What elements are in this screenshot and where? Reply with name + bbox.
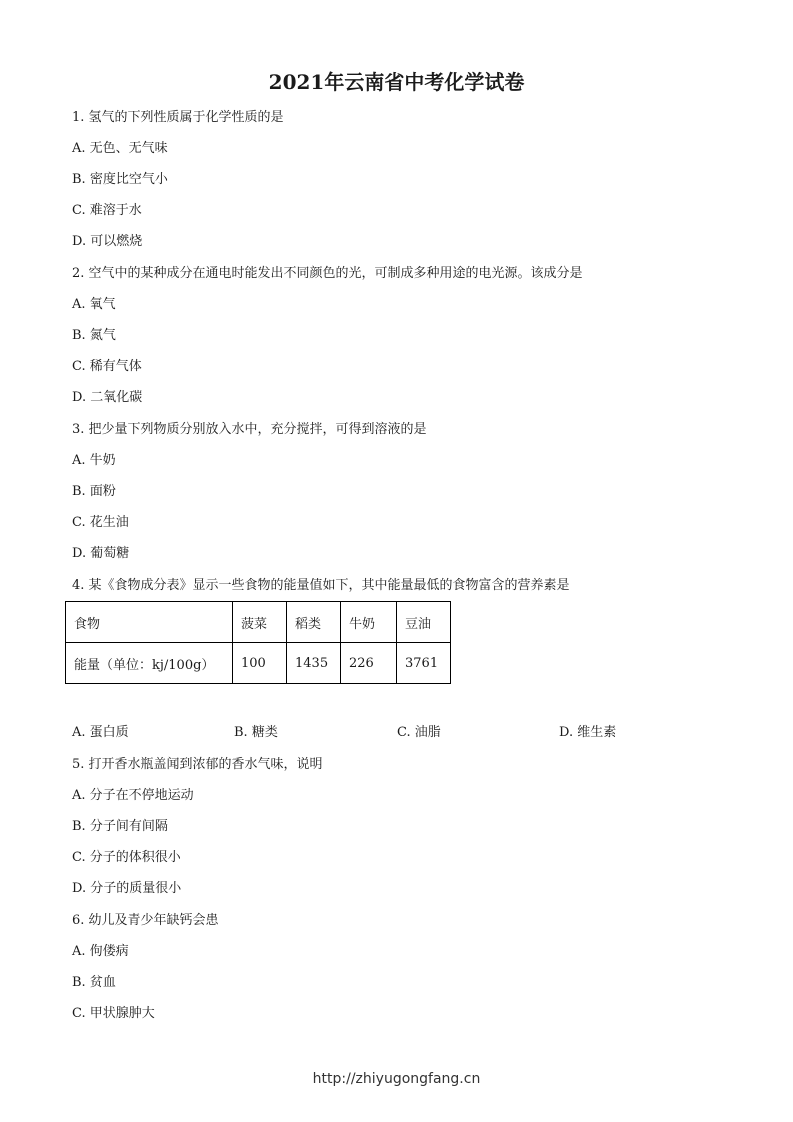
question-5-option-b: B. 分子间有间隔 xyxy=(72,819,168,834)
table-row xyxy=(66,643,451,684)
table-header-cell: 豆油 xyxy=(397,602,451,643)
question-4-option-b: B. 糖类 xyxy=(234,725,278,740)
question-1-option-d: D. 可以燃烧 xyxy=(72,234,143,249)
question-2-option-b: B. 氮气 xyxy=(72,328,116,343)
question-6-option-b: B. 贫血 xyxy=(72,975,116,990)
footer-url: http://zhiyugongfang.cn xyxy=(312,1071,481,1087)
food-energy-table xyxy=(65,601,451,684)
question-3-stem: 3. 把少量下列物质分别放入水中，充分搅拌，可得到溶液的是 xyxy=(72,422,427,437)
question-2-stem: 2. 空气中的某种成分在通电时能发出不同颜色的光，可制成多种用途的电光源。该成分是 xyxy=(72,266,583,281)
question-6-option-c: C. 甲状腺肿大 xyxy=(72,1006,155,1021)
table-cell: 1435 xyxy=(287,643,341,684)
table-header-cell: 牛奶 xyxy=(341,602,397,643)
question-2-option-d: D. 二氧化碳 xyxy=(72,390,143,405)
question-1-option-a: A. 无色、无气味 xyxy=(72,141,168,156)
question-3-option-d: D. 葡萄糖 xyxy=(72,546,130,561)
question-5-stem: 5. 打开香水瓶盖闻到浓郁的香水气味，说明 xyxy=(72,757,323,772)
question-2-option-c: C. 稀有气体 xyxy=(72,359,142,374)
table-cell: 100 xyxy=(233,643,287,684)
table-header-cell: 稻类 xyxy=(287,602,341,643)
page-title: 2021年云南省中考化学试卷 xyxy=(268,70,525,94)
table-header-cell: 食物 xyxy=(66,602,233,643)
table-cell: 3761 xyxy=(397,643,451,684)
question-1-option-c: C. 难溶于水 xyxy=(72,203,142,218)
question-6-stem: 6. 幼儿及青少年缺钙会患 xyxy=(72,913,219,928)
question-5-option-d: D. 分子的质量很小 xyxy=(72,881,182,896)
question-5-option-c: C. 分子的体积很小 xyxy=(72,850,181,865)
question-3-option-a: A. 牛奶 xyxy=(72,453,116,468)
question-4-option-d: D. 维生素 xyxy=(559,725,617,740)
table-cell: 能量（单位：kj/100g） xyxy=(66,643,233,684)
question-2-option-a: A. 氧气 xyxy=(72,297,116,312)
table-cell: 226 xyxy=(341,643,397,684)
question-1-stem: 1. 氢气的下列性质属于化学性质的是 xyxy=(72,110,284,125)
table-header-cell: 菠菜 xyxy=(233,602,287,643)
question-4-option-c: C. 油脂 xyxy=(397,725,441,740)
table-header-row xyxy=(66,602,451,643)
question-1-option-b: B. 密度比空气小 xyxy=(72,172,168,187)
question-4-stem: 4. 某《食物成分表》显示一些食物的能量值如下，其中能量最低的食物富含的营养素是 xyxy=(72,578,570,593)
question-4-option-a: A. 蛋白质 xyxy=(72,725,129,740)
question-5-option-a: A. 分子在不停地运动 xyxy=(72,788,194,803)
question-3-option-b: B. 面粉 xyxy=(72,484,116,499)
question-3-option-c: C. 花生油 xyxy=(72,515,129,530)
question-6-option-a: A. 佝偻病 xyxy=(72,944,129,959)
